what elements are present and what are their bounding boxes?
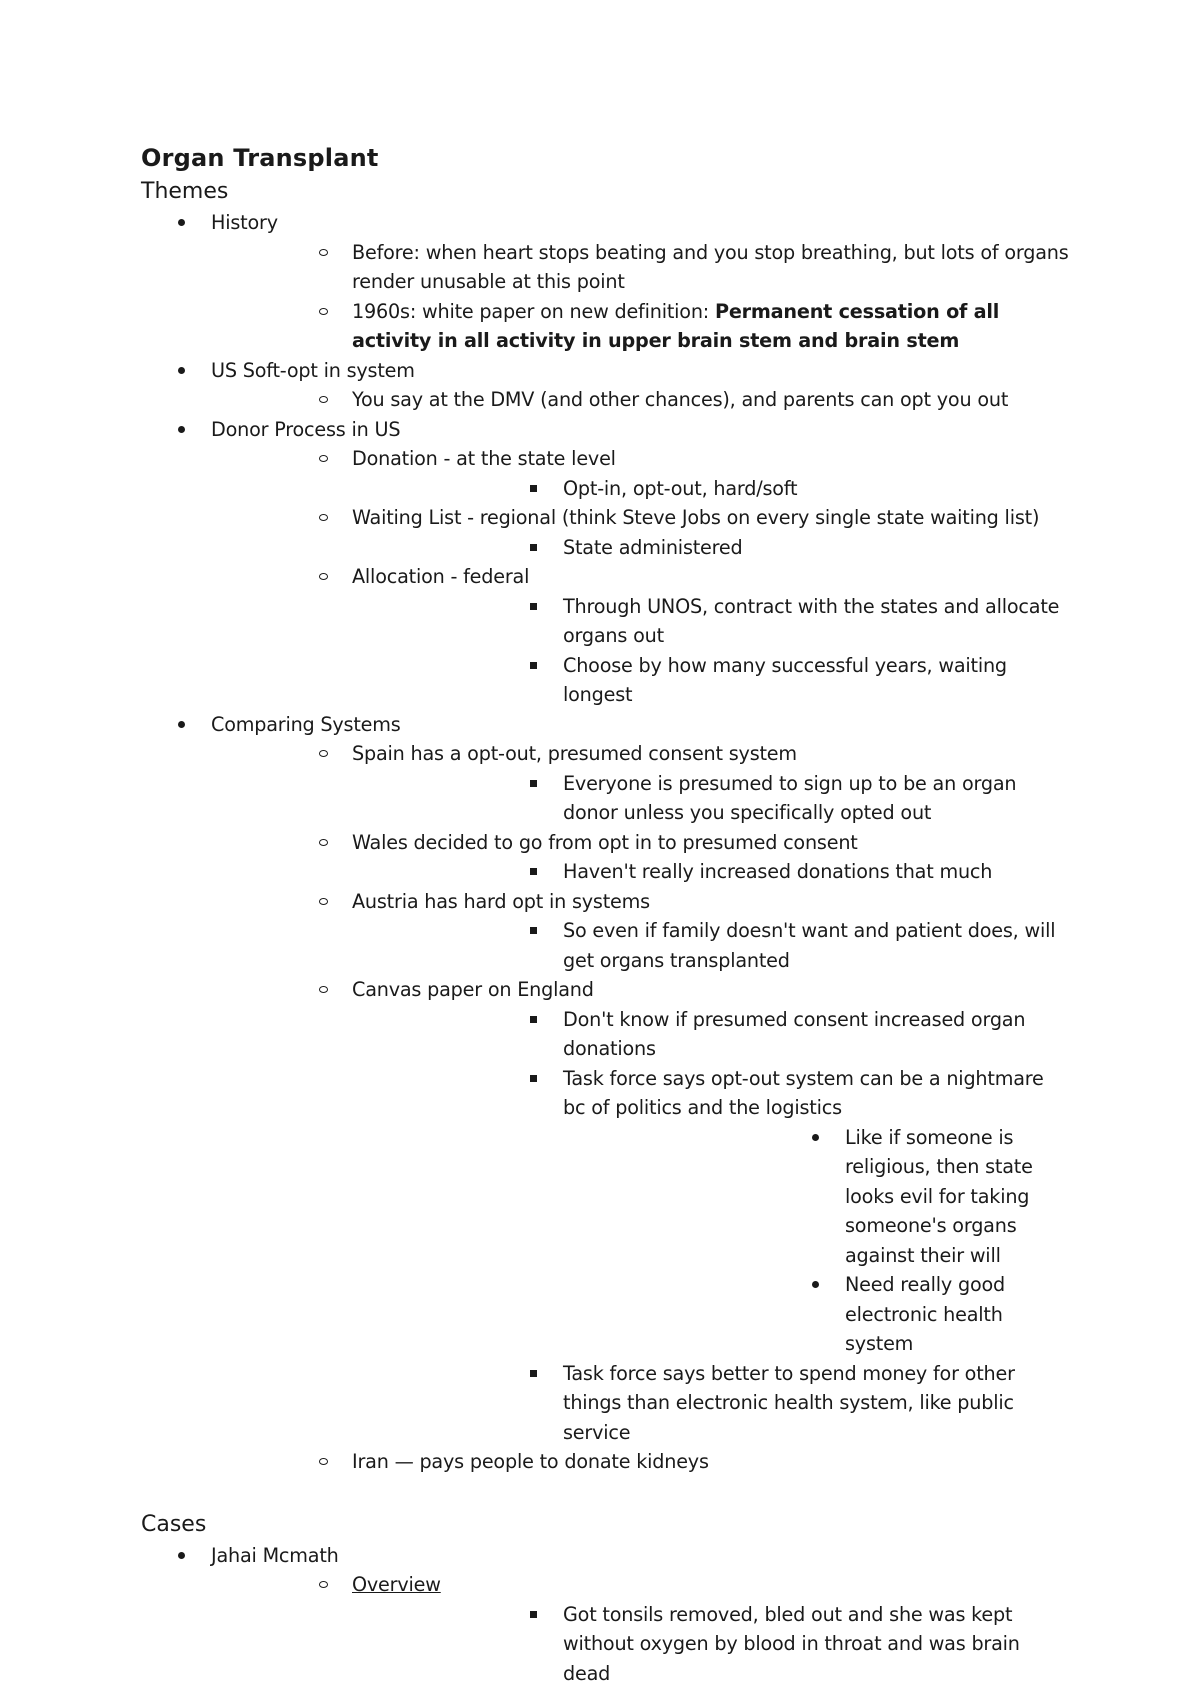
overview-underlined-label: Overview xyxy=(352,1573,441,1596)
nested-list xyxy=(211,1005,1071,1448)
square-bullet-icon xyxy=(530,1370,537,1377)
document-body xyxy=(141,140,1071,1688)
square-bullet-icon xyxy=(530,603,537,610)
list-item: Iran — pays people to donate kidneys xyxy=(211,1447,1071,1477)
list-item: History xyxy=(141,208,1071,238)
hollow-bullet-icon xyxy=(319,839,328,846)
section-heading-cases: Cases xyxy=(141,1509,1071,1541)
nested-list xyxy=(211,474,1071,504)
hollow-bullet-icon xyxy=(319,750,328,757)
list-item: Before: when heart stops beating and you stop breathing, but lots of organs render unusable at this point xyxy=(211,238,1071,297)
bullet-icon xyxy=(812,1281,819,1288)
square-bullet-icon xyxy=(530,927,537,934)
nested-list xyxy=(352,1123,1071,1359)
hollow-bullet-icon xyxy=(319,986,328,993)
bullet-icon xyxy=(178,367,185,374)
square-bullet-icon xyxy=(530,485,537,492)
list-item: Spain has a opt-out, presumed consent system xyxy=(211,739,1071,769)
list-item: Task force says better to spend money for other things than electronic health system, like public service xyxy=(352,1359,1071,1448)
list-item: US Soft-opt in system xyxy=(141,356,1071,386)
list-item: Task force says opt-out system can be a nightmare bc of politics and the logistics xyxy=(352,1064,1071,1123)
list-item: Waiting List - regional (think Steve Jobs on every single state waiting list) xyxy=(211,503,1071,533)
nested-list xyxy=(211,916,1071,975)
list-item: Got tonsils removed, bled out and she was kept without oxygen by blood in throat and was brain dead xyxy=(352,1600,1071,1688)
square-bullet-icon xyxy=(530,868,537,875)
square-bullet-icon xyxy=(530,1611,537,1618)
list-item: Comparing Systems xyxy=(141,710,1071,740)
hollow-bullet-icon xyxy=(319,1458,328,1465)
square-bullet-icon xyxy=(530,662,537,669)
nested-list xyxy=(141,238,1071,356)
section-heading-themes: Themes xyxy=(141,176,1071,208)
hollow-bullet-icon xyxy=(319,396,328,403)
list-item: Haven't really increased donations that much xyxy=(352,857,1071,887)
list-item: Allocation - federal xyxy=(211,562,1071,592)
list-item: Donor Process in US xyxy=(141,415,1071,445)
bullet-icon xyxy=(178,219,185,226)
hollow-bullet-icon xyxy=(319,249,328,256)
list-item: State administered xyxy=(352,533,1071,563)
list-item: Don't know if presumed consent increased organ donations xyxy=(352,1005,1071,1064)
square-bullet-icon xyxy=(530,1016,537,1023)
list-item: 1960s: white paper on new definition: Permanent cessation of all activity in all activity in upper brain stem and brain stem xyxy=(211,297,1071,356)
list-item: Everyone is presumed to sign up to be an organ donor unless you specifically opted out xyxy=(352,769,1071,828)
nested-list xyxy=(141,385,1071,415)
hollow-bullet-icon xyxy=(319,455,328,462)
bullet-icon xyxy=(178,721,185,728)
nested-list xyxy=(141,1570,1071,1688)
hollow-bullet-icon xyxy=(319,573,328,580)
square-bullet-icon xyxy=(530,544,537,551)
list-item: Austria has hard opt in systems xyxy=(211,887,1071,917)
hollow-bullet-icon xyxy=(319,898,328,905)
list-item: Choose by how many successful years, waiting longest xyxy=(352,651,1071,710)
list-item: So even if family doesn't want and patient does, will get organs transplanted xyxy=(352,916,1071,975)
nested-list xyxy=(211,592,1071,710)
list-item: Canvas paper on England xyxy=(211,975,1071,1005)
list-item xyxy=(211,1570,1071,1600)
list-item: Donation - at the state level xyxy=(211,444,1071,474)
square-bullet-icon xyxy=(530,1075,537,1082)
list-item: Jahai Mcmath xyxy=(141,1541,1071,1571)
hollow-bullet-icon xyxy=(319,1581,328,1588)
themes-list xyxy=(141,208,1071,1477)
nested-list xyxy=(211,533,1071,563)
nested-list xyxy=(141,444,1071,710)
hollow-bullet-icon xyxy=(319,514,328,521)
list-item: Opt-in, opt-out, hard/soft xyxy=(352,474,1071,504)
definition-bold-text: Permanent cessation of all activity in all activity in upper brain stem and brain stem xyxy=(352,300,999,353)
nested-list xyxy=(211,769,1071,828)
list-item: You say at the DMV (and other chances), and parents can opt you out xyxy=(211,385,1071,415)
nested-list xyxy=(211,857,1071,887)
hollow-bullet-icon xyxy=(319,308,328,315)
bullet-icon xyxy=(178,426,185,433)
document-title: Organ Transplant xyxy=(141,140,1071,176)
square-bullet-icon xyxy=(530,780,537,787)
list-item: Wales decided to go from opt in to presumed consent xyxy=(211,828,1071,858)
cases-list xyxy=(141,1541,1071,1688)
list-item: Like if someone is religious, then state looks evil for taking someone's organs against their will xyxy=(563,1123,1071,1271)
list-item: Need really good electronic health system xyxy=(563,1270,1071,1359)
nested-list xyxy=(141,739,1071,1477)
list-item: Through UNOS, contract with the states and allocate organs out xyxy=(352,592,1071,651)
bullet-icon xyxy=(812,1134,819,1141)
nested-list xyxy=(211,1600,1071,1688)
